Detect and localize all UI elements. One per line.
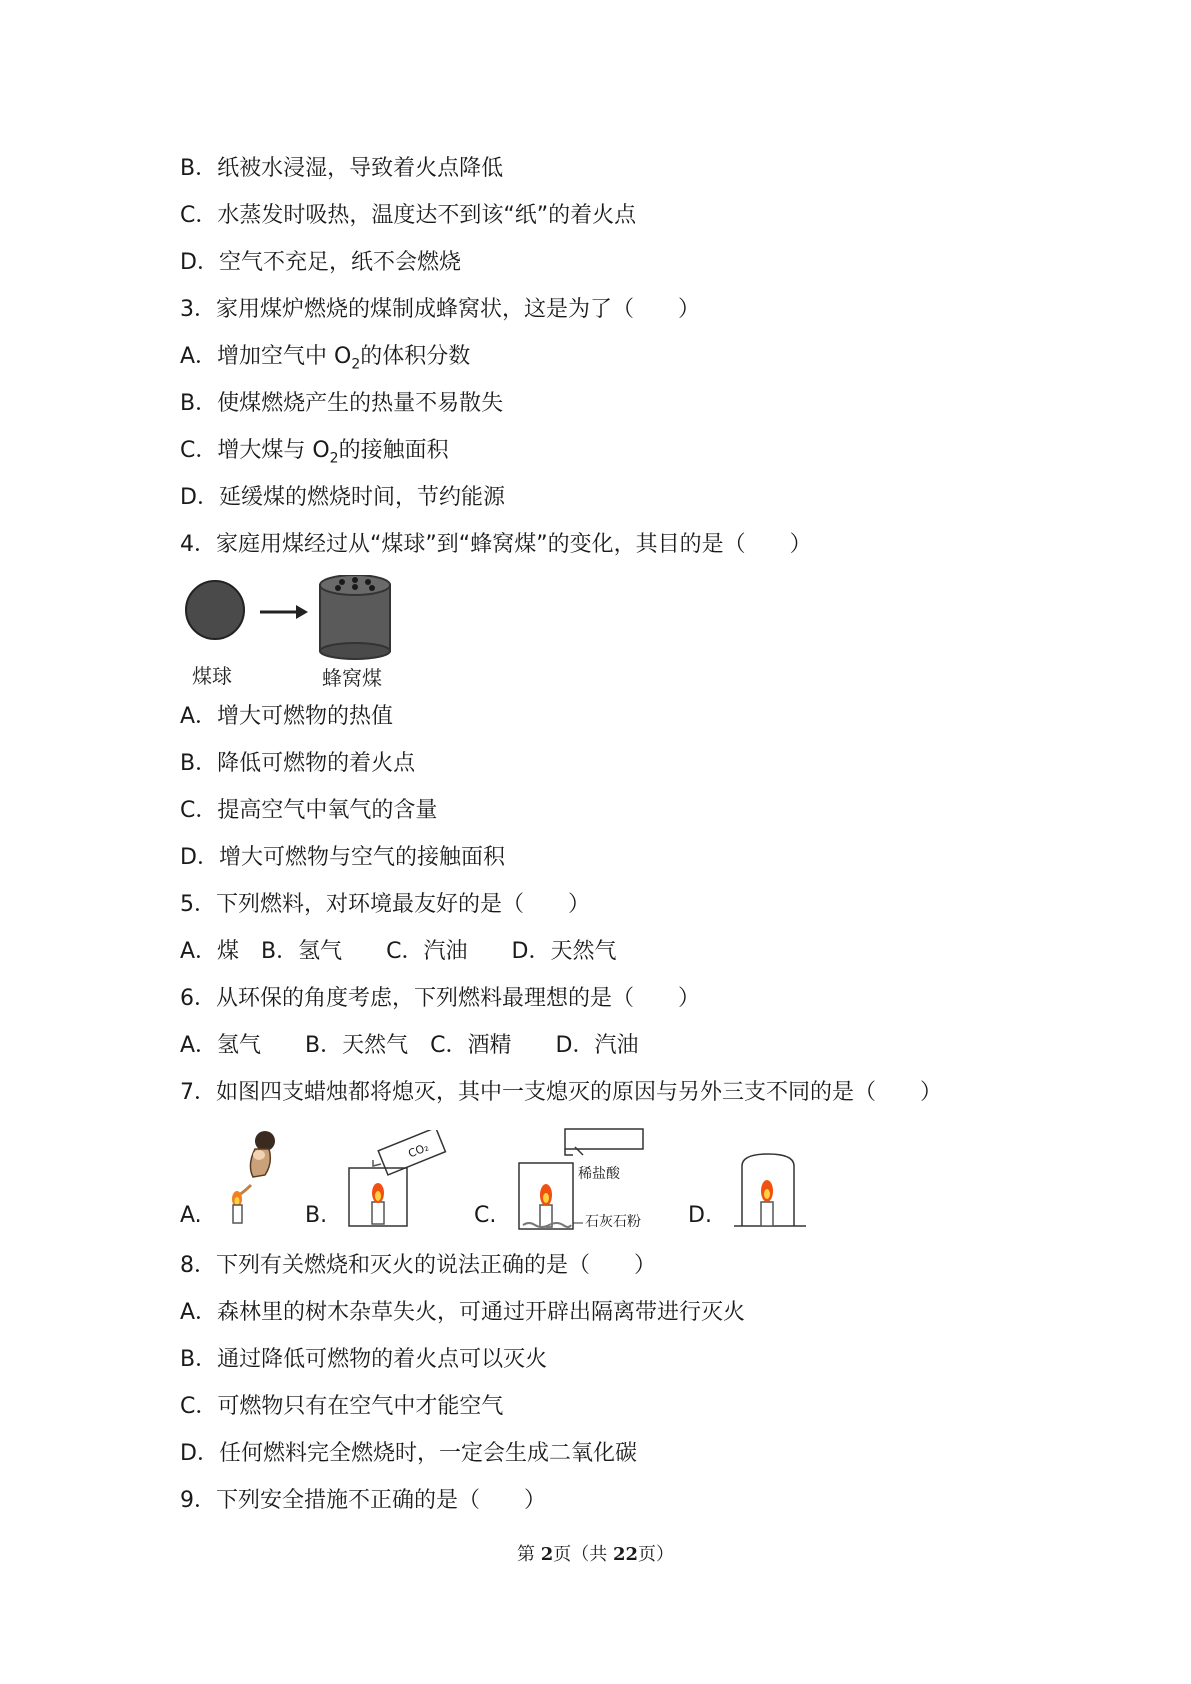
candle-icon — [372, 1202, 384, 1224]
co2-label: CO₂ — [406, 1140, 431, 1161]
candle-icon — [233, 1205, 242, 1223]
question-4: 4．家庭用煤经过从“煤球”到“蜂窝煤”的变化，其目的是（ ） — [180, 532, 812, 557]
candle-a-figure — [225, 1125, 295, 1225]
acid-label: 稀盐酸 — [578, 1166, 620, 1182]
question-6-options: A．氢气 B．天然气 C．酒精 D．汽油 — [180, 1033, 639, 1058]
question-8-option-a: A．森林里的树木杂草失火，可通过开辟出隔离带进行灭火 — [180, 1300, 746, 1325]
person-head-icon — [255, 1131, 275, 1151]
candle-c-figure — [515, 1125, 675, 1235]
page-number: 2 — [540, 1544, 554, 1565]
question-3-option-d: D．延缓煤的燃烧时间，节约能源 — [180, 485, 505, 510]
candle-option-c-tag: C. — [474, 1203, 497, 1228]
option-c-line: C．水蒸发时吸热，温度达不到该“纸”的着火点 — [180, 203, 637, 228]
candle-d-drawing — [730, 1150, 810, 1230]
question-6: 6．从环保的角度考虑，下列燃料最理想的是（ ） — [180, 986, 700, 1011]
question-3-option-b: B．使煤燃烧产生的热量不易散失 — [180, 391, 504, 416]
question-3-option-c: C．增大煤与 $O_2$的接触面积 — [180, 438, 449, 467]
question-8-option-b: B．通过降低可燃物的着火点可以灭火 — [180, 1347, 548, 1372]
page-total: 22 — [612, 1544, 639, 1565]
limestone-label: 石灰石粉 — [585, 1214, 641, 1230]
question-8-option-c: C．可燃物只有在空气中才能空气 — [180, 1394, 504, 1419]
honeycomb-coal-label: 蜂窝煤 — [322, 666, 382, 690]
candle-d-figure — [730, 1150, 810, 1230]
question-4-option-a: A．增大可燃物的热值 — [180, 704, 394, 729]
question-3: 3．家用煤炉燃烧的煤制成蜂窝状，这是为了（ ） — [180, 297, 700, 322]
question-5-options: A．煤 B．氢气 C．汽油 D．天然气 — [180, 939, 617, 964]
candle-b-figure — [345, 1130, 455, 1230]
acid-bottle-icon — [565, 1129, 643, 1149]
option-d-line: D．空气不充足，纸不会燃烧 — [180, 250, 461, 275]
question-4-option-b: B．降低可燃物的着火点 — [180, 751, 416, 776]
question-4-option-c: C．提高空气中氧气的含量 — [180, 798, 438, 823]
question-4-option-d: D．增大可燃物与空气的接触面积 — [180, 845, 505, 870]
arrow-head-icon — [296, 605, 308, 619]
question-8: 8．下列有关燃烧和灭火的说法正确的是（ ） — [180, 1253, 656, 1278]
coal-figure — [180, 575, 420, 695]
candle-option-b-tag: B. — [305, 1203, 328, 1228]
question-8-option-d: D．任何燃料完全燃烧时，一定会生成二氧化碳 — [180, 1441, 637, 1466]
coal-ball-shape — [186, 581, 244, 639]
question-7: 7．如图四支蜡烛都将熄灭，其中一支熄灭的原因与另外三支不同的是（ ） — [180, 1080, 942, 1105]
question-5: 5．下列燃料，对环境最友好的是（ ） — [180, 892, 590, 917]
question-3-option-a: A．增加空气中 $O_2$的体积分数 — [180, 344, 471, 373]
coal-ball-label: 煤球 — [192, 664, 232, 688]
candle-option-a-tag: A. — [180, 1203, 202, 1228]
candle-option-d-tag: D. — [688, 1203, 712, 1228]
candle-a-drawing — [225, 1125, 295, 1225]
page-footer: 第 2页（共 22页） — [516, 1544, 675, 1565]
question-9: 9．下列安全措施不正确的是（ ） — [180, 1488, 546, 1513]
candle-b-drawing — [345, 1130, 455, 1230]
candle-icon — [761, 1202, 773, 1226]
option-b-line: B．纸被水浸湿，导致着火点降低 — [180, 156, 504, 181]
